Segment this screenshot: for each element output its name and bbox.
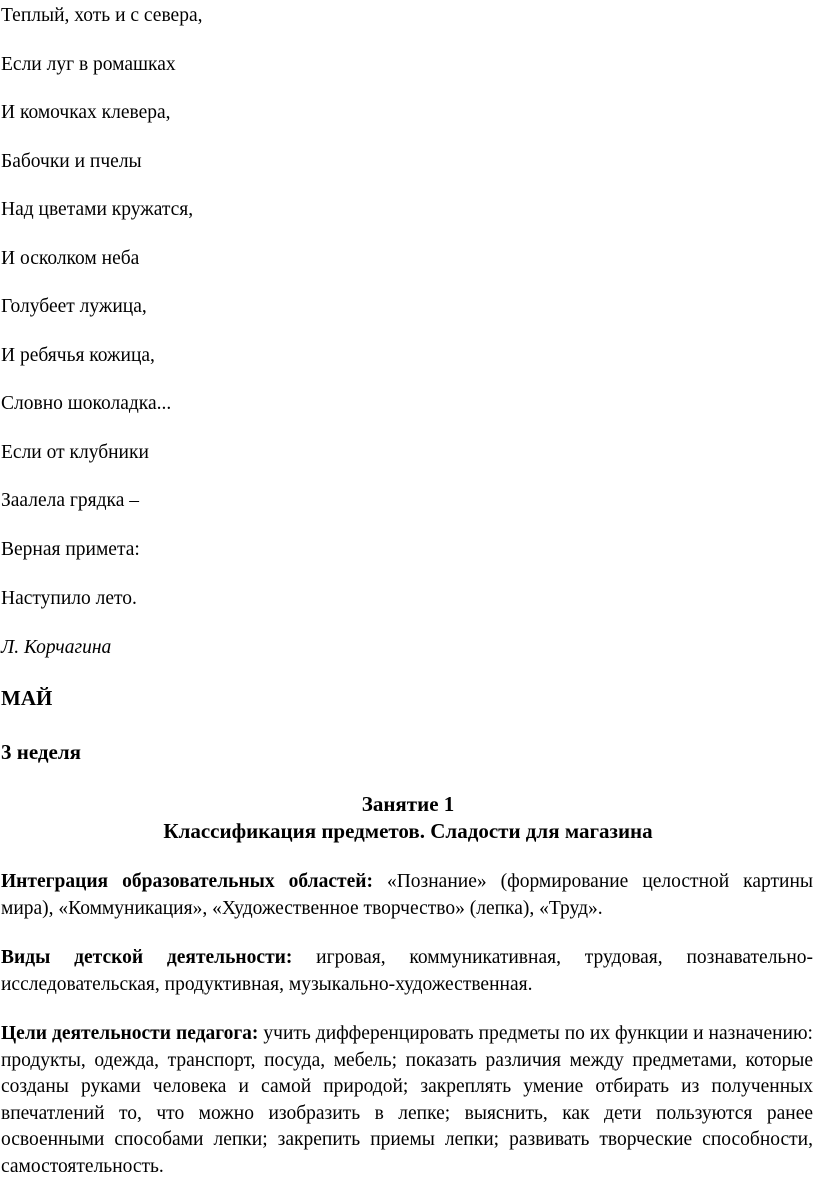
poem-line: Бабочки и пчелы bbox=[1, 151, 142, 172]
goals-text: учить дифференцировать предметы по их функции и назначению: продукты, одежда, транспорт, посуда, мебель; показать различия между предметами, которые созданы руками человека и самой природой; закреплять умение отбирать из полученных впечатлений то, что можно изобразить в лепке; выяснить, как дети пользуются ранее освоенными способами лепки; закрепить приемы лепки; развивать творческие способности, самостоятельность. bbox=[1, 1023, 813, 1177]
month-heading: МАЙ bbox=[1, 686, 53, 710]
activities-paragraph bbox=[1, 945, 813, 998]
poem-line: И осколком неба bbox=[1, 248, 140, 269]
poem-line: Если луг в ромашках bbox=[1, 54, 176, 75]
goals-label: Цели деятельности педагога: bbox=[1, 1023, 259, 1044]
poem-author: Л. Корчагина bbox=[1, 637, 112, 658]
lesson-number: Занятие 1 bbox=[361, 792, 455, 816]
poem-line: Теплый, хоть и с севера, bbox=[1, 5, 203, 26]
poem-line: Словно шоколадка... bbox=[1, 393, 172, 414]
week-heading: 3 неделя bbox=[1, 740, 81, 764]
poem-line: Если от клубники bbox=[1, 442, 149, 463]
integration-label: Интеграция образовательных областей: bbox=[1, 871, 373, 892]
poem-line: Наступило лето. bbox=[1, 588, 137, 609]
goals-paragraph bbox=[1, 1021, 813, 1181]
poem-line: Над цветами кружатся, bbox=[1, 199, 194, 220]
poem-line: Верная примета: bbox=[1, 539, 140, 560]
integration-text: «Познание» (формирование целостной картины мира), «Коммуникация», «Художественное творчество» (лепка), «Труд». bbox=[1, 871, 813, 919]
poem-line: И комочках клевера, bbox=[1, 102, 171, 123]
poem-line: Голубеет лужица, bbox=[1, 296, 147, 317]
activities-text: игровая, коммуникативная, трудовая, познавательно-исследовательская, продуктивная, музыкально-художественная. bbox=[1, 947, 813, 995]
integration-paragraph bbox=[1, 869, 813, 922]
activities-label: Виды детской деятельности: bbox=[1, 947, 293, 968]
poem-line: И ребячья кожица, bbox=[1, 345, 155, 366]
lesson-title: Классификация предметов. Сладости для магазина bbox=[163, 819, 653, 843]
poem-line: Заалела грядка – bbox=[1, 490, 139, 511]
